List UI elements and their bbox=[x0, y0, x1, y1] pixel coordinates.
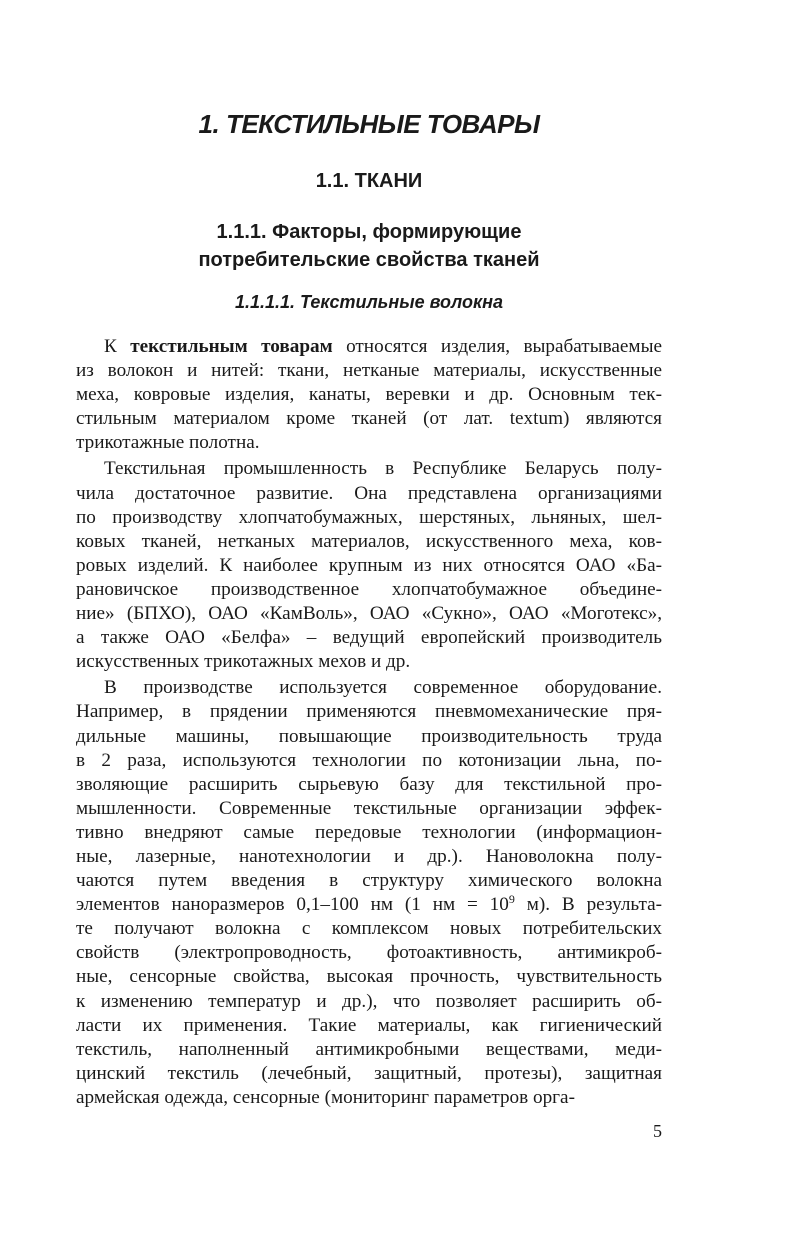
text-line: из волокон и нитей: ткани, нетканые материалы, искусственные bbox=[76, 360, 662, 382]
text-line: К текстильным товарам относятся изделия, вырабатываемые bbox=[104, 336, 662, 357]
text-line: чила достаточное развитие. Она представлена организациями bbox=[76, 482, 662, 504]
text-line: в 2 раза, используются технологии по котонизации льна, по- bbox=[76, 749, 662, 771]
text-line: текстиль, наполненный антимикробными веществами, меди- bbox=[76, 1038, 662, 1060]
text-line: трикотажные полотна. bbox=[76, 432, 260, 454]
text-line: а также ОАО «Белфа» – ведущий европейский производитель bbox=[76, 627, 662, 649]
text-line: чаются путем введения в структуру химического волокна bbox=[76, 870, 662, 892]
section-title: 1.1. ТКАНИ bbox=[315, 170, 423, 192]
text-line: ние» (БПХО), ОАО «КамВоль», ОАО «Сукно», ОАО «Моготекс», bbox=[76, 603, 662, 625]
text-line: цинский текстиль (лечебный, защитный, протезы), защитная bbox=[76, 1062, 662, 1084]
subsubsection-title: 1.1.1.1. Текстильные волокна bbox=[234, 292, 504, 312]
body-text bbox=[76, 335, 662, 1112]
text-line: Например, в прядении применяются пневмомеханические пря- bbox=[76, 701, 662, 723]
text-line: к изменению температур и др.), что позволяет расширить об- bbox=[76, 990, 662, 1012]
text-line: элементов наноразмеров 0,1–100 нм (1 нм = $10^9$ м). В результа- bbox=[76, 892, 662, 916]
text-line: Текстильная промышленность в Республике Беларусь полу- bbox=[104, 458, 662, 480]
text-line: армейская одежда, сенсорные (мониторинг параметров орга- bbox=[76, 1086, 575, 1108]
paragraph bbox=[76, 457, 662, 674]
text-line: тивно внедряют самые передовые технологии (информацион- bbox=[76, 821, 662, 843]
text-line: свойств (электропроводность, фотоактивность, антимикроб- bbox=[76, 942, 662, 964]
text-line: по производству хлопчатобумажных, шерстяных, льняных, шел- bbox=[76, 506, 662, 528]
subsection-title-line-1: 1.1.1. Факторы, формирующие bbox=[216, 221, 522, 243]
paragraph bbox=[76, 676, 662, 1110]
page-number: 5 bbox=[653, 1121, 662, 1141]
text-line: меха, ковровые изделия, канаты, веревки и др. Основным тек- bbox=[76, 384, 662, 406]
subsection-title bbox=[76, 218, 662, 274]
text-line: те получают волокна с комплексом новых потребительских bbox=[76, 918, 662, 940]
subsection-title-line-2: потребительские свойства тканей bbox=[198, 249, 540, 271]
bold-term: текстильным товарам bbox=[130, 336, 333, 357]
text-line: искусственных трикотажных мехов и др. bbox=[76, 651, 411, 673]
text-line: рановичское производственное хлопчатобумажное объедине- bbox=[76, 578, 662, 600]
superscript: 9 bbox=[508, 892, 515, 907]
paragraph bbox=[76, 335, 662, 455]
text-line: мышленности. Современные текстильные организации эффек- bbox=[76, 797, 662, 819]
text-line: стильным материалом кроме тканей (от лат. textum) являются bbox=[76, 408, 662, 430]
text-line: ласти их применения. Такие материалы, как гигиенический bbox=[76, 1014, 662, 1036]
text-line: дильные машины, повышающие производительность труда bbox=[76, 725, 662, 747]
text-line: зволяющие расширить сырьевую базу для текстильной про- bbox=[76, 773, 662, 795]
text-line: ковых тканей, нетканых материалов, искусственного меха, ков- bbox=[76, 530, 662, 552]
chapter-title: 1. ТЕКСТИЛЬНЫЕ ТОВАРЫ bbox=[198, 109, 540, 139]
text-line: ные, сенсорные свойства, высокая прочность, чувствительность bbox=[76, 966, 662, 988]
text-line: В производстве используется современное оборудование. bbox=[104, 677, 662, 699]
text-line: ровых изделий. К наиболее крупным из них относятся ОАО «Ба- bbox=[76, 554, 662, 576]
text-line: ные, лазерные, нанотехнологии и др.). Нановолокна полу- bbox=[76, 845, 662, 867]
book-page bbox=[76, 0, 662, 1241]
